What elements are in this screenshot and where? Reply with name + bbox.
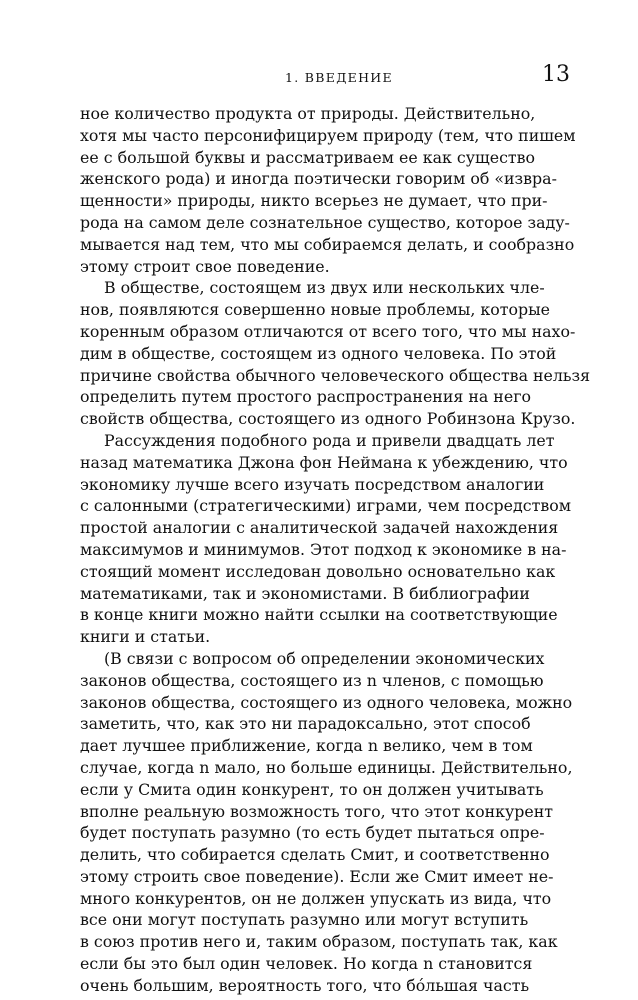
text-line: с салонными (стратегическими) играми, чем посредством bbox=[80, 496, 572, 516]
text-line: дает лучшее приближение, когда n велико, чем в том bbox=[80, 736, 533, 756]
text-line: (В связи с вопросом об определении экономических bbox=[104, 648, 545, 668]
text-line: этому строить свое поведение). Если же Смит имеет не- bbox=[80, 866, 554, 886]
text-line: законов общества, состоящего из n членов, с помощью bbox=[80, 670, 544, 690]
text-line: делить, что собирается сделать Смит, и соответственно bbox=[80, 845, 550, 865]
text-line: в конце книги можно найти ссылки на соответствующие bbox=[80, 605, 558, 625]
text-line: стоящий момент исследован довольно основательно как bbox=[80, 561, 556, 581]
text-line: назад математика Джона фон Неймана к убеждению, что bbox=[80, 452, 568, 472]
text-line: книги и статьи. bbox=[80, 627, 211, 647]
text-line: заметить, что, как это ни парадоксально, этот способ bbox=[80, 714, 531, 734]
text-line: коренным образом отличаются от всего того, что мы нахо- bbox=[80, 321, 576, 341]
text-line: будет поступать разумно (то есть будет пытаться опре- bbox=[80, 823, 545, 843]
text-line: этому строит свое поведение. bbox=[80, 256, 330, 276]
running-title: 1. ВВЕДЕНИЕ bbox=[285, 70, 393, 85]
text-line: свойств общества, состоящего из одного Робинзона Крузо. bbox=[80, 409, 576, 429]
text-line: математиками, так и экономистами. В библиографии bbox=[80, 583, 530, 603]
body-text bbox=[80, 103, 610, 997]
text-line: случае, когда n мало, но больше единицы. Действительно, bbox=[80, 757, 573, 777]
text-line: щенности» природы, никто всерьез не думает, что при- bbox=[80, 191, 548, 211]
text-line: максимумов и минимумов. Этот подход к экономике в на- bbox=[80, 539, 567, 559]
text-line: рода на самом деле сознательное существо, которое заду- bbox=[80, 212, 570, 232]
text-line: все они могут поступать разумно или могут вступить bbox=[80, 910, 529, 930]
text-line: определить путем простого распространения на него bbox=[80, 387, 531, 407]
page-header bbox=[80, 62, 570, 92]
text-line: В обществе, состоящем из двух или нескольких чле- bbox=[104, 278, 545, 298]
text-line: законов общества, состоящего из одного человека, можно bbox=[80, 692, 573, 712]
text-line: если у Смита один конкурент, то он должен учитывать bbox=[80, 779, 544, 799]
text-line: нов, появляются совершенно новые проблемы, которые bbox=[80, 300, 551, 320]
text-line: дим в обществе, состоящем из одного человека. По этой bbox=[80, 343, 557, 363]
text-line: Рассуждения подобного рода и привели двадцать лет bbox=[104, 430, 555, 450]
text-line: ное количество продукта от природы. Действительно, bbox=[80, 104, 536, 123]
text-line: простой аналогии с аналитической задачей нахождения bbox=[80, 518, 559, 538]
text-line: мывается над тем, что мы собираемся делать, и сообразно bbox=[80, 234, 575, 254]
text-line: хотя мы часто персонифицируем природу (тем, что пишем bbox=[80, 125, 576, 145]
text-line: в союз против него и, таким образом, поступать так, как bbox=[80, 932, 558, 952]
text-line: очень большим, вероятность того, что бóльшая часть bbox=[80, 975, 530, 995]
text-line: вполне реальную возможность того, что этот конкурент bbox=[80, 801, 554, 821]
text-line: ее с большой буквы и рассматриваем ее как существо bbox=[80, 147, 536, 167]
text-line: экономику лучше всего изучать посредством аналогии bbox=[80, 474, 545, 494]
text-line: причине свойства обычного человеческого общества нельзя bbox=[80, 365, 591, 385]
page-number: 13 bbox=[542, 62, 570, 87]
text-line: женского рода) и иногда поэтически говорим об «извра- bbox=[80, 169, 557, 189]
text-line: если бы это был один человек. Но когда n становится bbox=[80, 954, 533, 974]
text-line: много конкурентов, он не должен упускать из вида, что bbox=[80, 888, 552, 908]
